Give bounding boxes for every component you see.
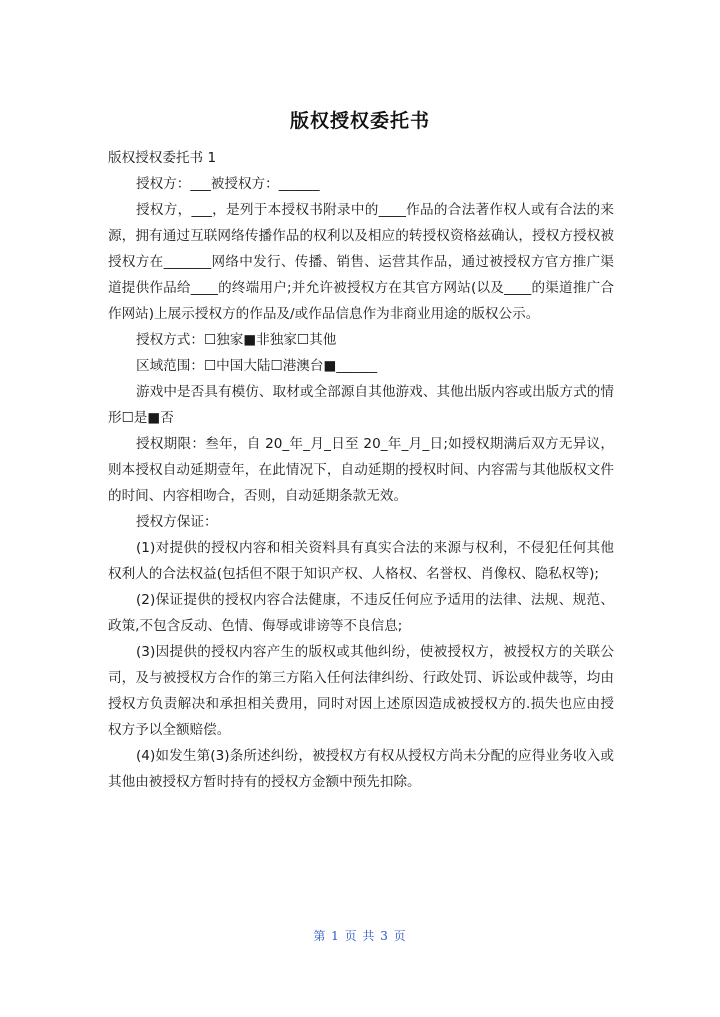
document-title: 版权授权委托书 [289,110,430,132]
page-number: 第 1 页 共 3 页 [313,929,407,943]
paragraph-warranty-heading: 授权方保证： [136,514,218,530]
document-body [108,145,614,795]
paragraph-grant: 授权方，___，是列于本授权书附录中的____作品的合法著作权人或有合法的来源，拥有通过互联网络传播作品的权利以及相应的转授权资格兹确认，授权方授权被授权方在_______网络中发行、传播、销售、运营其作品，通过被授权方官方推广渠道提供作品给____的终端用户;并允许被授权方在其官方网站(以及____的渠道推广合作网站)上展示授权方的作品及/或作品信息作为非商业用途的版权公示。 [108,202,614,322]
document-subtitle: 版权授权委托书 1 [108,150,217,166]
paragraph-parties: 授权方：___被授权方：______ [136,176,320,192]
paragraph-warranty-2: (2)保证提供的授权内容合法健康，不违反任何应予适用的法律、法规、规范、政策,不包含反动、色情、侮辱或诽谤等不良信息; [108,592,614,634]
paragraph-warranty-1: (1)对提供的授权内容和相关资料具有真实合法的来源与权利，不侵犯任何其他权利人的合法权益(包括但不限于知识产权、人格权、名誉权、肖像权、隐私权等); [108,540,614,582]
paragraph-term: 授权期限：叁年，自 20_年_月_日至 20_年_月_日;如授权期满后双方无异议，则本授权自动延期壹年，在此情况下，自动延期的授权时间、内容需与其他版权文件的时间、内容相吻合，否则，自动延期条款无效。 [108,436,614,504]
paragraph-imitation: 游戏中是否具有模仿、取材或全部源自其他游戏、其他出版内容或出版方式的情形☐是■否 [108,384,614,426]
paragraph-region: 区域范围：☐中国大陆☐港澳台■______ [136,358,378,374]
paragraph-warranty-3: (3)因提供的授权内容产生的版权或其他纠纷，使被授权方，被授权方的关联公司，及与被授权方合作的第三方陷入任何法律纠纷、行政处罚、诉讼或仲裁等，均由授权方负责解决和承担相关费用，同时对因上述原因造成被授权方的.损失也应由授权方予以全额赔偿。 [108,644,614,738]
paragraph-warranty-4: (4)如发生第(3)条所述纠纷，被授权方有权从授权方尚未分配的应得业务收入或其他由被授权方暂时持有的授权方金额中预先扣除。 [108,748,614,790]
paragraph-method: 授权方式：☐独家■非独家☐其他 [136,332,337,348]
